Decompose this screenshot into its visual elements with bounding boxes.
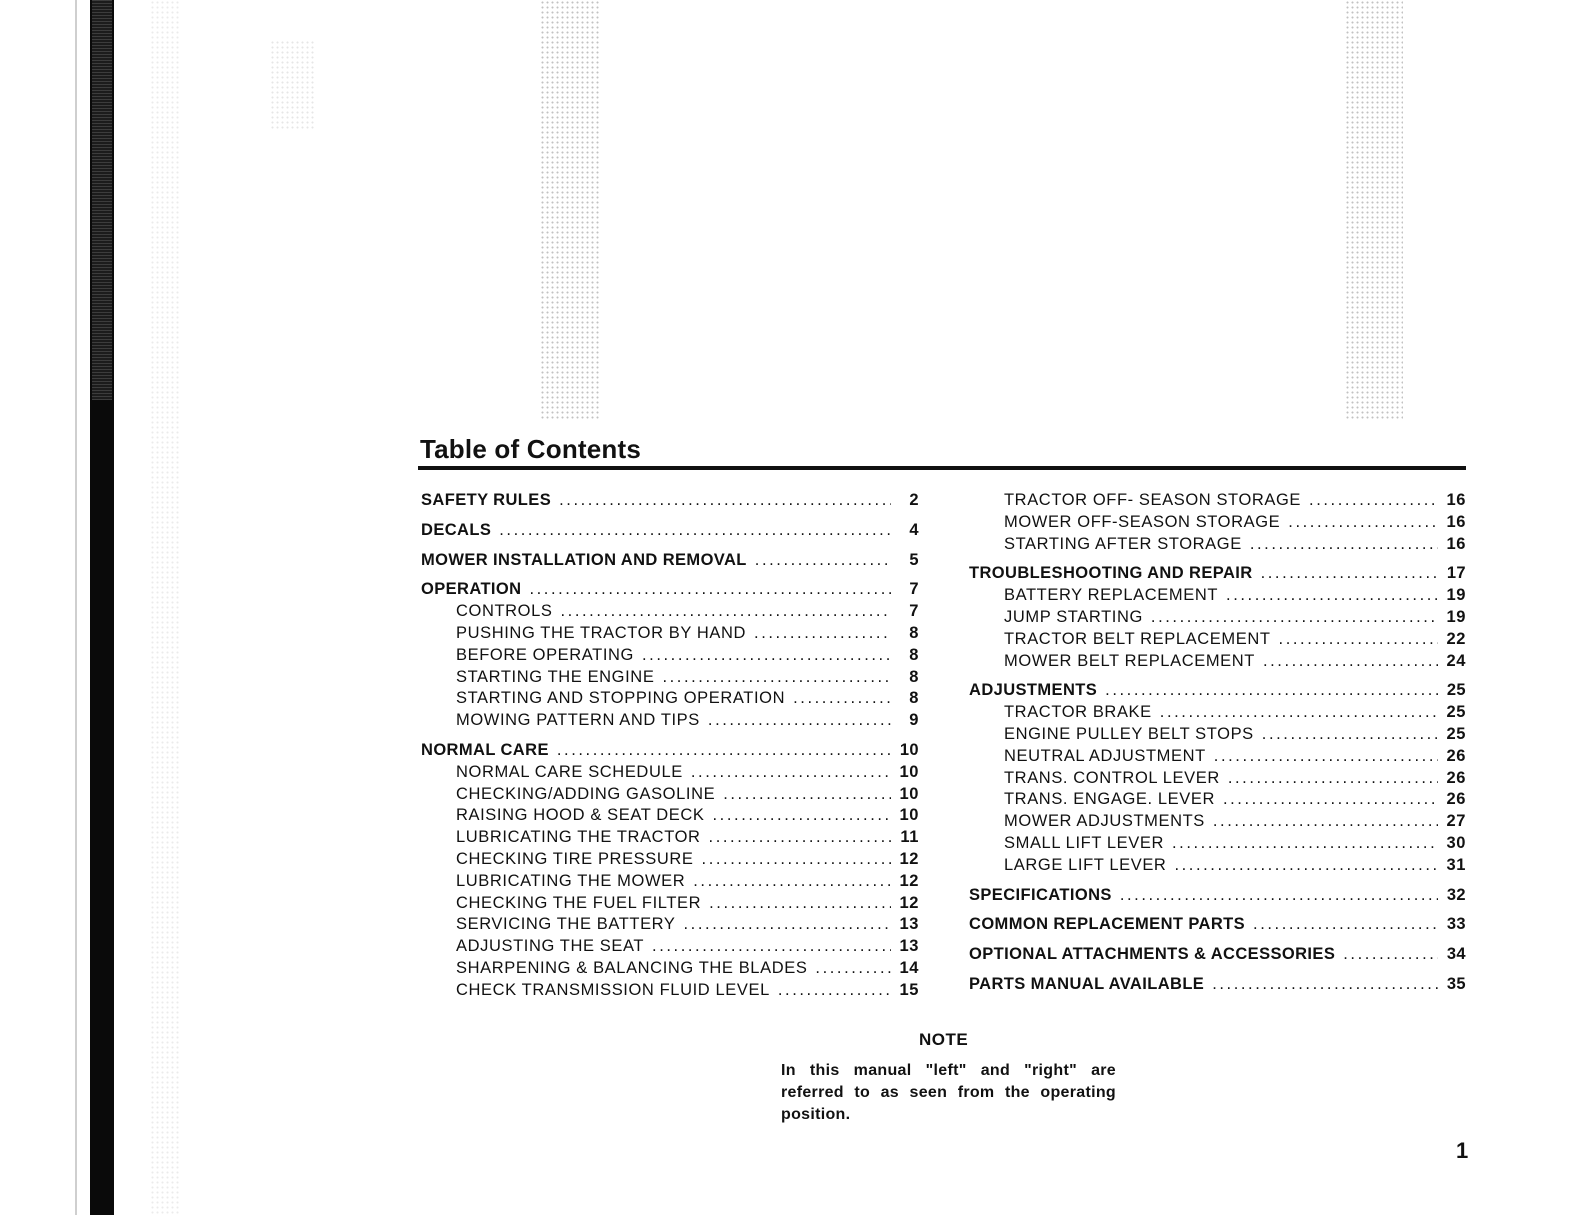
page-number: 1 (1456, 1138, 1469, 1163)
toc-entry (969, 944, 1466, 966)
toc-entry (421, 805, 919, 827)
toc-entry-label: BEFORE OPERATING (456, 645, 634, 664)
toc-entry (421, 579, 919, 601)
toc-dot-leader (702, 849, 891, 871)
toc-entry-page: 7 (909, 602, 919, 621)
toc-entry-page: 22 (1446, 629, 1466, 648)
toc-dot-leader (815, 958, 891, 980)
toc-entry-label: NORMAL CARE (421, 740, 549, 759)
toc-entry (421, 710, 919, 732)
toc-dot-leader (1228, 768, 1438, 790)
toc-entry-label: CHECK TRANSMISSION FLUID LEVEL (456, 980, 770, 999)
toc-entry-page: 10 (899, 784, 919, 803)
toc-dot-leader (652, 936, 891, 958)
toc-entry-label: MOWER OFF-SEASON STORAGE (1004, 512, 1281, 531)
toc-entry-label: SMALL LIFT LEVER (1004, 833, 1164, 852)
toc-entry (969, 833, 1466, 855)
toc-entry-page: 24 (1446, 651, 1466, 670)
toc-entry (969, 914, 1466, 936)
toc-column-left (421, 490, 919, 1002)
toc-entry-label: SHARPENING & BALANCING THE BLADES (456, 958, 808, 977)
toc-dot-leader (557, 740, 891, 762)
toc-dot-leader (754, 623, 891, 645)
page-edge-line (75, 0, 77, 1215)
toc-entry-page: 8 (909, 689, 919, 708)
toc-entry-page: 27 (1446, 812, 1466, 831)
toc-entry (969, 885, 1466, 907)
toc-dot-leader (499, 520, 891, 542)
toc-entry-label: MOWING PATTERN AND TIPS (456, 711, 700, 730)
toc-dot-leader (1262, 724, 1438, 746)
toc-dot-leader (1174, 855, 1438, 877)
toc-entry-label: PUSHING THE TRACTOR BY HAND (456, 623, 747, 642)
toc-entry (969, 855, 1466, 877)
toc-dot-leader (1261, 563, 1438, 585)
toc-dot-leader (1214, 746, 1438, 768)
toc-dot-leader (560, 601, 891, 623)
toc-entry-label: STARTING THE ENGINE (456, 667, 655, 686)
toc-entry-label: OPERATION (421, 580, 522, 599)
toc-dot-leader (755, 550, 891, 572)
toc-entry-label: TRANS. ENGAGE. LEVER (1004, 790, 1215, 809)
toc-title: Table of Contents (420, 434, 642, 464)
toc-entry (421, 827, 919, 849)
toc-entry (421, 550, 919, 572)
toc-entry (421, 490, 919, 512)
toc-column-right (969, 490, 1466, 996)
toc-entry-label: RAISING HOOD & SEAT DECK (456, 806, 705, 825)
toc-entry-label: SAFETY RULES (421, 491, 552, 509)
toc-entry (969, 974, 1466, 996)
toc-dot-leader (642, 645, 891, 667)
toc-entry (969, 629, 1466, 651)
toc-entry-label: TRACTOR BRAKE (1004, 703, 1152, 722)
toc-entry-label: OPTIONAL ATTACHMENTS & ACCESSORIES (969, 945, 1336, 964)
toc-dot-leader (1263, 651, 1438, 673)
toc-entry-page: 8 (909, 623, 919, 642)
toc-dot-leader (709, 893, 891, 915)
toc-entry-label: ADJUSTMENTS (969, 681, 1098, 700)
toc-dot-leader (1160, 702, 1438, 724)
toc-entry-label: CHECKING/ADDING GASOLINE (456, 784, 716, 803)
toc-entry-page: 31 (1446, 855, 1466, 874)
toc-dot-leader (1213, 811, 1438, 833)
toc-entry (421, 871, 919, 893)
toc-entry-label: LUBRICATING THE MOWER (456, 871, 686, 890)
scan-artifact-smudge (270, 40, 315, 130)
toc-dot-leader (709, 827, 891, 849)
toc-dot-leader (723, 784, 891, 806)
toc-entry-page: 14 (899, 958, 919, 977)
toc-dot-leader (559, 490, 891, 512)
toc-dot-leader (529, 579, 891, 601)
toc-entry-label: MOWER INSTALLATION AND REMOVAL (421, 550, 747, 569)
toc-dot-leader (1253, 914, 1438, 936)
toc-entry-page: 16 (1446, 491, 1466, 509)
toc-entry-label: COMMON REPLACEMENT PARTS (969, 915, 1246, 934)
toc-dot-leader (1212, 974, 1438, 996)
toc-entry-label: LARGE LIFT LEVER (1004, 855, 1167, 874)
toc-entry-page: 19 (1446, 607, 1466, 626)
toc-entry-label: CHECKING THE FUEL FILTER (456, 893, 702, 912)
toc-entry-page: 10 (899, 806, 919, 825)
toc-entry (969, 651, 1466, 673)
toc-entry-page: 13 (899, 937, 919, 956)
toc-dot-leader (1172, 833, 1438, 855)
toc-entry (421, 849, 919, 871)
note-text: In this manual "left" and "right" are referred to as seen from the operating position. (781, 1062, 1116, 1123)
toc-dot-leader (1120, 885, 1438, 907)
toc-entry-page: 16 (1446, 512, 1466, 531)
toc-entry-page: 30 (1446, 833, 1466, 852)
toc-entry (421, 601, 919, 623)
toc-dot-leader (1151, 607, 1438, 629)
toc-entry-label: STARTING AFTER STORAGE (1004, 534, 1242, 553)
toc-entry-page: 9 (909, 711, 919, 730)
toc-entry-page: 32 (1446, 885, 1466, 904)
toc-entry-page: 12 (899, 871, 919, 890)
toc-entry-page: 13 (899, 915, 919, 934)
toc-dot-leader (1250, 534, 1438, 556)
toc-dot-leader (708, 710, 891, 732)
toc-entry (421, 520, 919, 542)
toc-entry-label: PARTS MANUAL AVAILABLE (969, 974, 1205, 993)
toc-entry-page: 8 (909, 645, 919, 664)
toc-entry-label: MOWER ADJUSTMENTS (1004, 812, 1205, 831)
toc-entry-page: 10 (899, 740, 919, 759)
toc-entry (421, 980, 919, 1002)
toc-entry-page: 15 (899, 980, 919, 999)
toc-dot-leader (1309, 490, 1438, 512)
toc-entry-page: 25 (1446, 703, 1466, 722)
toc-dot-leader (1279, 629, 1438, 651)
toc-entry (969, 512, 1466, 534)
toc-entry-page: 10 (899, 762, 919, 781)
toc-entry-page: 5 (909, 550, 919, 569)
toc-entry-label: CHECKING TIRE PRESSURE (456, 849, 694, 868)
toc-entry (421, 645, 919, 667)
toc-entry-label: JUMP STARTING (1004, 607, 1143, 626)
toc-entry (421, 623, 919, 645)
toc-entry (969, 563, 1466, 585)
toc-dot-leader (1226, 585, 1438, 607)
toc-entry-label: DECALS (421, 520, 492, 539)
toc-entry (421, 936, 919, 958)
toc-entry (969, 724, 1466, 746)
scan-artifact-left (540, 0, 600, 420)
toc-entry (969, 490, 1466, 512)
toc-entry-page: 12 (899, 893, 919, 912)
toc-entry-label: ENGINE PULLEY BELT STOPS (1004, 724, 1254, 743)
toc-entry-label: TROUBLESHOOTING AND REPAIR (969, 564, 1253, 583)
toc-entry-label: ADJUSTING THE SEAT (456, 937, 645, 956)
toc-entry (421, 762, 919, 784)
toc-entry-page: 35 (1446, 974, 1466, 993)
toc-dot-leader (793, 688, 891, 710)
toc-entry-page: 25 (1446, 681, 1466, 700)
toc-entry (969, 702, 1466, 724)
toc-entry-page: 7 (909, 580, 919, 599)
toc-entry-page: 34 (1446, 945, 1466, 964)
toc-entry (421, 784, 919, 806)
toc-entry-page: 25 (1446, 724, 1466, 743)
toc-entry (421, 914, 919, 936)
scan-artifact-right (1345, 0, 1403, 420)
toc-entry-page: 8 (909, 667, 919, 686)
toc-entry-label: NEUTRAL ADJUSTMENT (1004, 746, 1206, 765)
toc-entry-page: 2 (909, 491, 919, 509)
toc-entry (969, 585, 1466, 607)
toc-entry (969, 680, 1466, 702)
toc-entry-page: 26 (1446, 746, 1466, 765)
toc-entry-label: BATTERY REPLACEMENT (1004, 586, 1219, 605)
toc-entry (969, 534, 1466, 556)
toc-entry (969, 768, 1466, 790)
toc-entry-page: 17 (1446, 564, 1466, 583)
toc-entry-label: TRACTOR BELT REPLACEMENT (1004, 629, 1271, 648)
title-rule (418, 466, 1466, 470)
toc-entry-page: 12 (899, 849, 919, 868)
toc-entry-page: 26 (1446, 790, 1466, 809)
toc-dot-leader (1343, 944, 1438, 966)
toc-entry-label: SERVICING THE BATTERY (456, 915, 676, 934)
toc-entry-label: TRACTOR OFF- SEASON STORAGE (1004, 491, 1302, 509)
toc-entry-page: 11 (900, 828, 919, 847)
toc-entry (969, 811, 1466, 833)
toc-entry (969, 746, 1466, 768)
toc-dot-leader (1288, 512, 1438, 534)
toc-entry (421, 958, 919, 980)
toc-dot-leader (662, 667, 891, 689)
toc-entry-label: SPECIFICATIONS (969, 885, 1112, 904)
toc-entry (421, 688, 919, 710)
toc-dot-leader (1105, 680, 1438, 702)
toc-dot-leader (1223, 789, 1438, 811)
toc-entry-label: STARTING AND STOPPING OPERATION (456, 689, 786, 708)
toc-entry (421, 893, 919, 915)
toc-dot-leader (693, 871, 891, 893)
binding-spine-texture (92, 0, 112, 400)
toc-entry (421, 740, 919, 762)
toc-dot-leader (778, 980, 891, 1002)
toc-entry (969, 789, 1466, 811)
toc-entry (421, 667, 919, 689)
note-heading: NOTE (919, 1030, 969, 1049)
scan-artifact-margin (150, 0, 180, 1215)
toc-entry-label: MOWER BELT REPLACEMENT (1004, 651, 1255, 670)
toc-entry-page: 16 (1446, 534, 1466, 553)
toc-entry-label: NORMAL CARE SCHEDULE (456, 762, 683, 781)
toc-entry-page: 33 (1446, 915, 1466, 934)
toc-entry-page: 19 (1446, 586, 1466, 605)
toc-dot-leader (691, 762, 891, 784)
toc-entry-label: TRANS. CONTROL LEVER (1004, 768, 1220, 787)
toc-dot-leader (684, 914, 891, 936)
toc-entry (969, 607, 1466, 629)
toc-entry-label: LUBRICATING THE TRACTOR (456, 828, 701, 847)
toc-entry-page: 26 (1446, 768, 1466, 787)
toc-entry-label: CONTROLS (456, 602, 553, 621)
toc-entry-page: 4 (909, 520, 919, 539)
toc-dot-leader (713, 805, 891, 827)
